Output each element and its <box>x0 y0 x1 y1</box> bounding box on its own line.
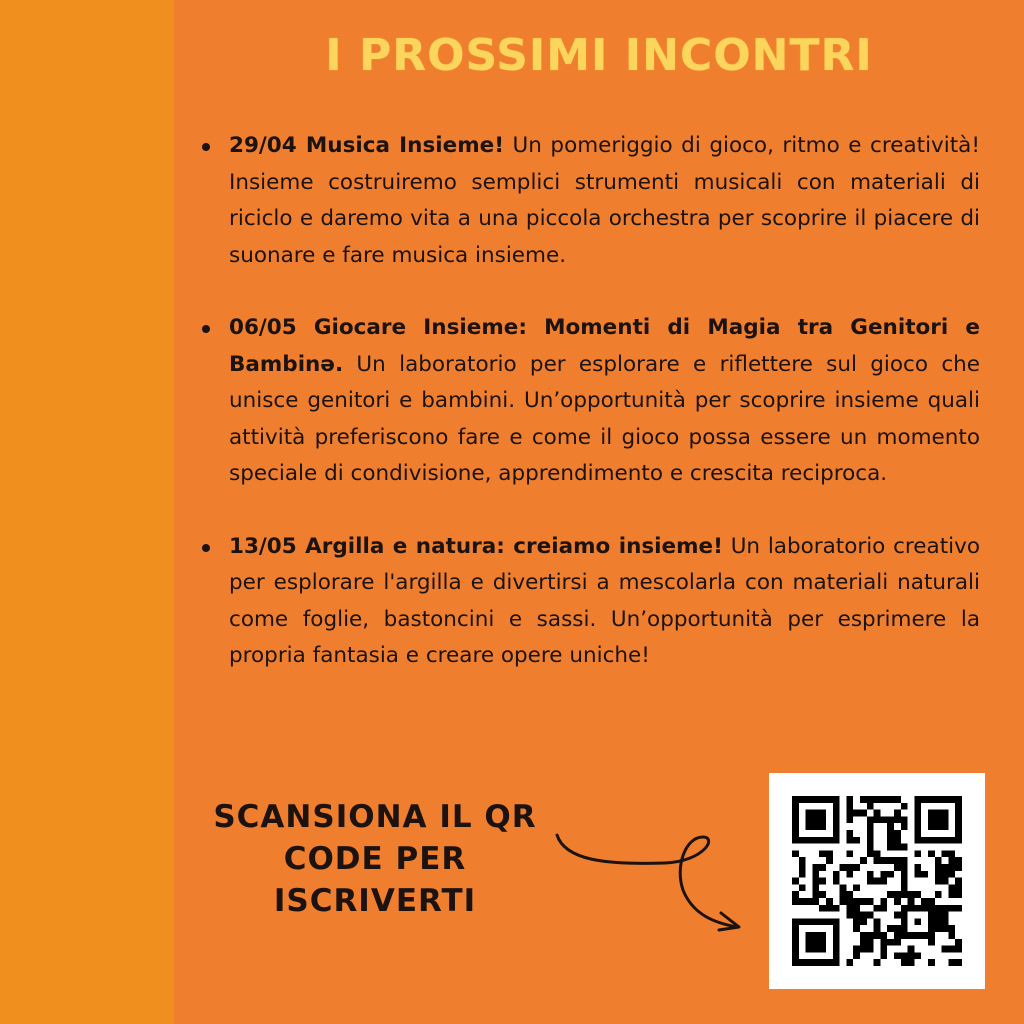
event-title: 29/04 Musica Insieme! <box>229 133 505 158</box>
event-item <box>200 310 980 493</box>
event-description: Un laboratorio per esplorare e riflettere sul gioco che unisce genitori e bambini. Un’opportunità per scoprire insieme quali attività preferiscono fare e come il gioco possa essere un momento speciale di condivisione, apprendimento e crescita reciproca. <box>229 351 980 486</box>
bullet-icon <box>202 544 210 552</box>
event-description: Un laboratorio creativo per esplorare l'argilla e divertirsi a mescolarla con materiali naturali come foglie, bastoncini e sassi. Un’opportunità per esprimere la propria fantasia e creare opere uniche! <box>229 533 980 668</box>
left-band <box>0 0 174 1024</box>
qr-code-panel[interactable] <box>769 773 985 989</box>
curly-arrow-icon <box>545 815 760 940</box>
event-item <box>200 529 980 675</box>
page-title: I PROSSIMI INCONTRI <box>325 30 873 81</box>
event-title: 06/05 Giocare Insieme: Momenti di Magia tra Genitori e Bambinə. <box>229 315 980 377</box>
event-title: 13/05 Argilla e natura: creiamo insieme! <box>229 533 723 559</box>
bullet-icon <box>202 325 210 333</box>
events-list <box>200 128 980 711</box>
event-description: Un pomeriggio di gioco, ritmo e creatività! Insieme costruiremo semplici strumenti musicali con materiali di riciclo e daremo vita a una piccola orchestra per scoprire il piacere di suonare e fare musica insieme. <box>229 133 980 268</box>
qr-code-icon[interactable] <box>792 796 962 966</box>
event-item <box>200 128 980 274</box>
scan-qr-callout: SCANSIONA IL QR CODE PER ISCRIVERTI <box>213 799 537 919</box>
bullet-icon <box>202 143 210 151</box>
